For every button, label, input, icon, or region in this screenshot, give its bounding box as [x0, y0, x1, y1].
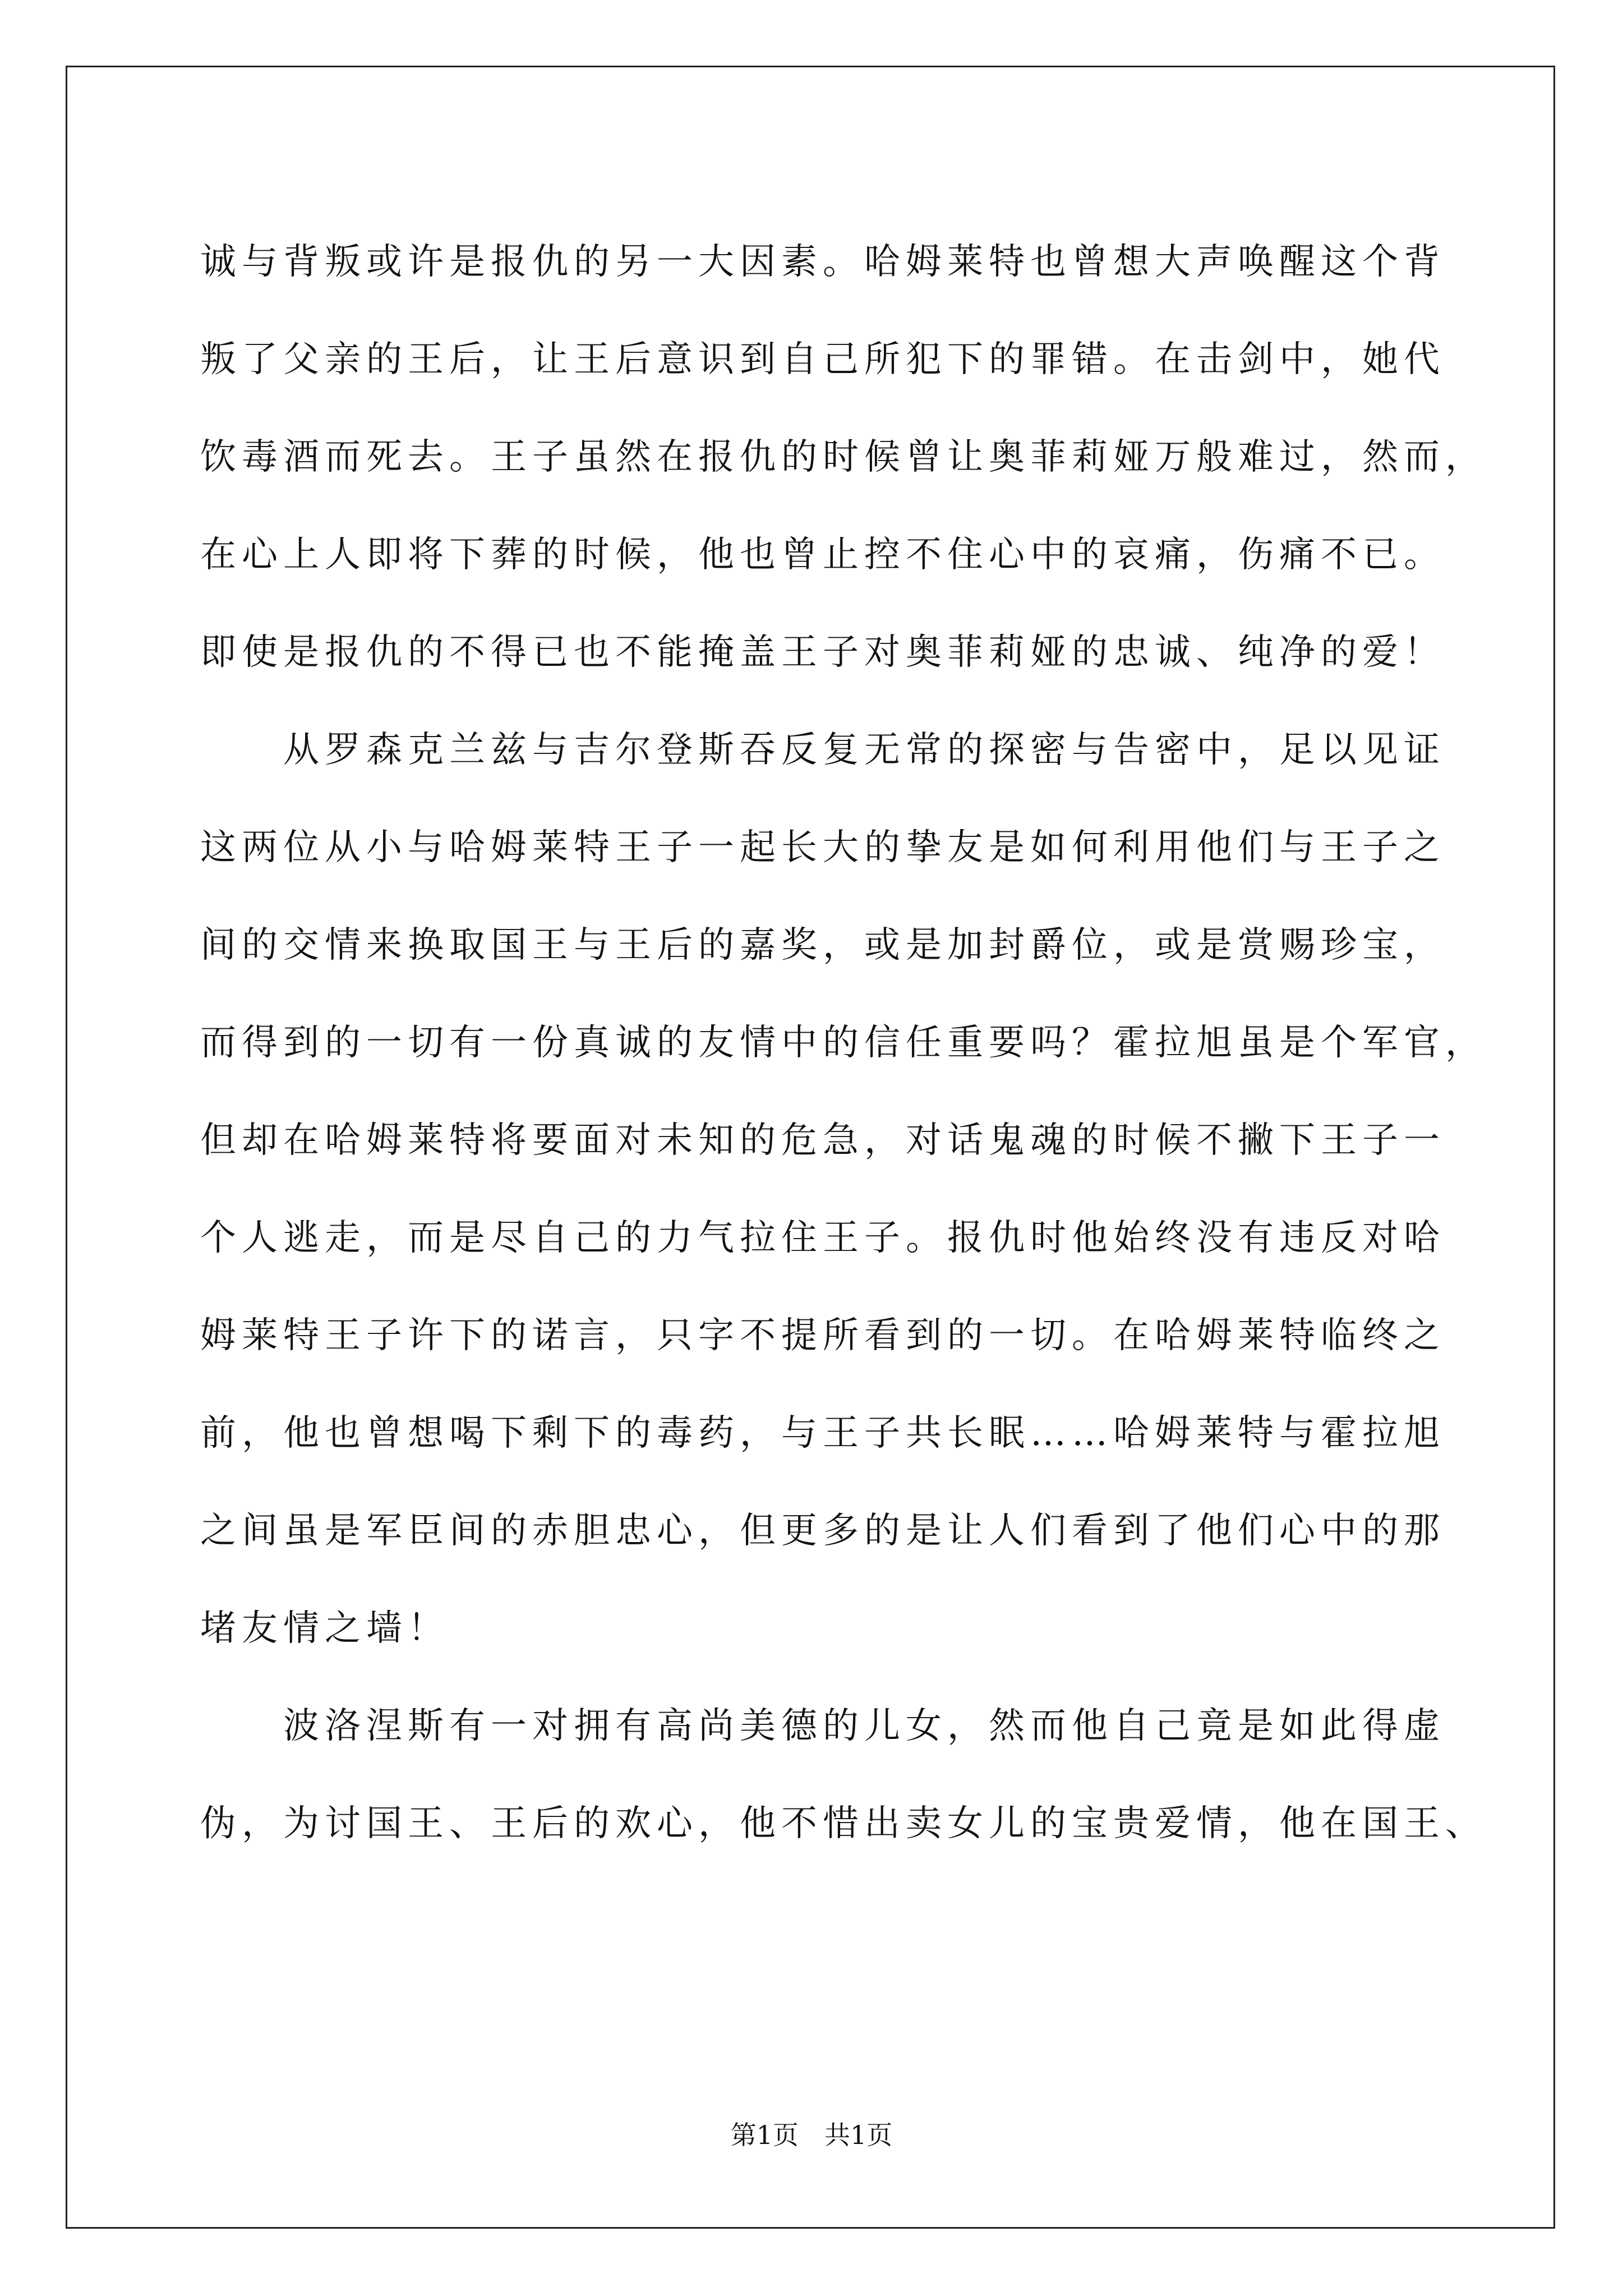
- text-line: 前，他也曾想喝下剩下的毒药，与王子共长眠……哈姆莱特与霍拉旭: [200, 1412, 1445, 1454]
- document-body: [200, 213, 1487, 1872]
- text-line: 在心上人即将下葬的时候，他也曾止控不住心中的哀痛，伤痛不已。: [200, 534, 1445, 576]
- text-line: 诚与背叛或许是报仇的另一大因素。哈姆莱特也曾想大声唤醒这个背: [200, 241, 1445, 283]
- text-line: 饮毒酒而死去。王子虽然在报仇的时候曾让奥菲莉娅万般难过，然而，: [200, 436, 1487, 478]
- text-line: 而得到的一切有一份真诚的友情中的信任重要吗？霍拉旭虽是个军官，: [200, 1022, 1487, 1064]
- text-line: 堵友情之墙！: [200, 1608, 449, 1649]
- text-line: 但却在哈姆莱特将要面对未知的危急，对话鬼魂的时候不撇下王子一: [200, 1120, 1445, 1161]
- page-footer: 第1页 共1页: [730, 2120, 893, 2150]
- text-line: 这两位从小与哈姆莱特王子一起长大的挚友是如何利用他们与王子之: [200, 827, 1445, 868]
- text-line: 伪，为讨国王、王后的欢心，他不惜出卖女儿的宝贵爱情，他在国王、: [200, 1803, 1487, 1844]
- text-line: 从罗森克兰兹与吉尔登斯吞反复无常的探密与告密中，足以见证: [200, 729, 1445, 771]
- text-line: 个人逃走，而是尽自己的力气拉住王子。报仇时他始终没有违反对哈: [200, 1217, 1445, 1259]
- text-line: 间的交情来换取国王与王后的嘉奖，或是加封爵位，或是赏赐珍宝，: [200, 924, 1445, 966]
- text-line: 之间虽是军臣间的赤胆忠心，但更多的是让人们看到了他们心中的那: [200, 1510, 1445, 1552]
- text-line: 叛了父亲的王后，让王后意识到自己所犯下的罪错。在击剑中，她代: [200, 339, 1445, 380]
- text-line: 姆莱特王子许下的诺言，只字不提所看到的一切。在哈姆莱特临终之: [200, 1315, 1445, 1356]
- text-line: 即使是报仇的不得已也不能掩盖王子对奥菲莉娅的忠诚、纯净的爱！: [200, 632, 1445, 673]
- text-line: 波洛涅斯有一对拥有高尚美德的儿女，然而他自己竟是如此得虚: [200, 1705, 1445, 1747]
